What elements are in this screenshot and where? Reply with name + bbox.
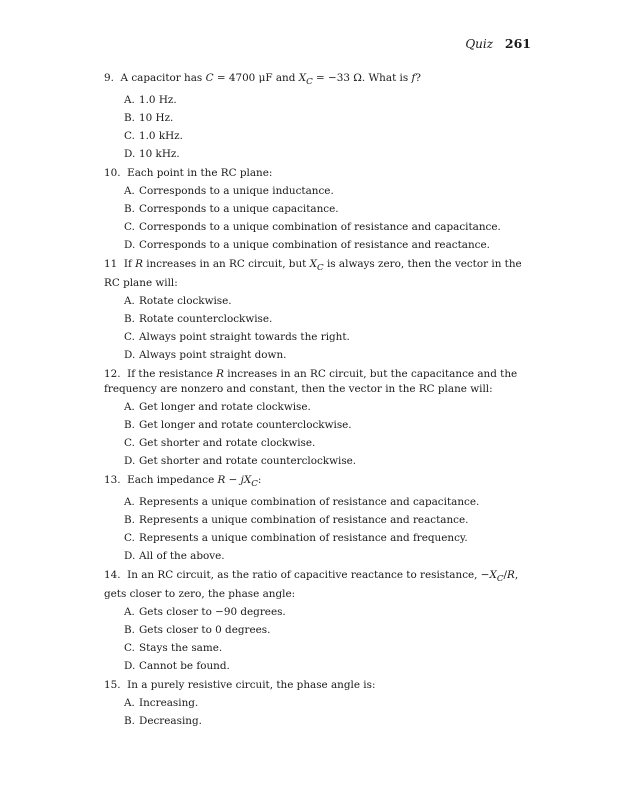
option-letter: B. [124,624,135,637]
answer-option [124,129,534,144]
running-head-title: Quiz [465,37,494,51]
option-letter: A. [124,697,135,710]
question-text: = −33 Ω. What is [312,72,412,84]
option-text: 1.0 kHz. [139,130,183,143]
option-text: Represents a unique combination of resistance and reactance. [139,514,469,527]
answer-option [124,495,534,510]
answer-option [124,549,534,564]
option-letter: B. [124,514,135,527]
question-stem [104,166,534,181]
answer-options [104,294,534,363]
question [104,678,534,729]
question-text: increases in an RC circuit, but [142,258,310,271]
answer-option [124,659,534,674]
answer-option [124,454,534,469]
option-letter: A. [124,496,135,509]
option-letter: D. [124,239,136,252]
option-letter: D. [124,349,136,362]
answer-option [124,696,534,711]
question-number: 11 [104,258,118,271]
math-variable: R [507,569,515,582]
question-stem [104,473,534,492]
question-text: , gets closer to zero, the phase angle: [104,569,519,601]
option-letter: A. [124,295,135,308]
option-text: Cannot be found. [139,660,230,673]
option-text: Get longer and rotate counterclockwise. [139,419,352,432]
option-text: Corresponds to a unique inductance. [139,185,334,198]
option-letter: C. [124,532,135,545]
question-text: is always zero, then the vector in the RC plane will: [104,258,522,290]
math-variable: R [216,368,224,381]
answer-option [124,111,534,126]
question-text: ? [415,72,421,84]
option-text: Get shorter and rotate counterclockwise. [139,455,357,468]
answer-option [124,531,534,546]
question-text: increases in an RC circuit, but the capacitance and the frequency are nonzero and constant, then the vector in the RC plane will: [104,368,518,396]
option-letter: A. [124,401,135,414]
option-letter: B. [124,313,135,326]
option-text: 1.0 Hz. [139,94,177,107]
option-text: Rotate clockwise. [139,295,232,308]
question-stem [104,678,534,693]
math-variable: X [298,72,307,84]
question [104,568,534,674]
option-text: Corresponds to a unique combination of resistance and capacitance. [139,221,501,234]
question-text: / [503,569,508,582]
option-letter: D. [124,148,136,161]
question [104,166,534,253]
question-number: 12. [104,368,121,381]
math-subscript: C [306,77,313,88]
option-text: Rotate counterclockwise. [139,313,273,326]
answer-option [124,93,534,108]
question-stem [104,568,534,602]
option-letter: C. [124,130,135,143]
option-text: Get longer and rotate clockwise. [139,401,311,414]
option-text: Always point straight down. [139,349,287,362]
option-text: Get shorter and rotate clockwise. [139,437,316,450]
option-letter: B. [124,715,135,728]
option-text: Represents a unique combination of resistance and frequency. [139,532,468,545]
question-text: A capacitor has [120,72,206,84]
option-letter: A. [124,185,135,198]
answer-option [124,418,534,433]
option-text: Corresponds to a unique combination of resistance and reactance. [139,239,490,252]
page-number: 261 [504,36,531,51]
answer-option [124,436,534,451]
question-text: − [225,474,241,487]
question-text: Each impedance [127,474,218,487]
option-text: 10 kHz. [139,148,180,161]
question [104,367,534,469]
option-text: Increasing. [139,697,199,710]
math-variable: X [489,569,497,582]
question-number: 9. [104,72,114,84]
answer-option [124,348,534,363]
answer-option [124,294,534,309]
option-text: Decreasing. [139,715,202,728]
answer-option [124,714,534,729]
option-letter: A. [124,606,135,619]
option-letter: B. [124,112,135,125]
quiz-questions [104,71,534,729]
answer-option [124,330,534,345]
answer-option [124,202,534,217]
question-stem [104,367,534,397]
math-variable: jX [240,474,252,487]
math-variable: f [411,72,416,84]
math-subscript: C [317,263,324,274]
question-text: In an RC circuit, as the ratio of capacitive reactance to resistance, − [127,569,490,582]
question-number: 15. [104,679,121,692]
question-stem [104,71,534,90]
running-head [465,36,531,51]
answer-option [124,238,534,253]
question [104,257,534,363]
option-letter: D. [124,660,136,673]
answer-option [124,513,534,528]
answer-options [104,184,534,253]
answer-option [124,623,534,638]
question-text: If the resistance [127,368,217,381]
answer-options [104,93,534,162]
answer-option [124,220,534,235]
question-number: 14. [104,569,121,582]
math-subscript: C [251,479,258,490]
option-letter: B. [124,203,135,216]
question [104,473,534,564]
answer-option [124,184,534,199]
question-text: Each point in the RC plane: [127,167,273,180]
question [104,71,534,162]
answer-options [104,696,534,729]
answer-options [104,495,534,564]
question-text: = 4700 μF and [213,72,299,84]
option-letter: C. [124,437,135,450]
answer-option [124,400,534,415]
question-text: If [123,258,136,271]
answer-option [124,641,534,656]
option-text: 10 Hz. [139,112,174,125]
answer-option [124,147,534,162]
option-letter: B. [124,419,135,432]
option-text: Represents a unique combination of resistance and capacitance. [139,496,480,509]
answer-option [124,312,534,327]
answer-option [124,605,534,620]
math-subscript: C [496,574,504,585]
option-letter: C. [124,331,135,344]
math-variable: C [205,72,214,84]
option-letter: A. [124,94,135,107]
question-text: In a purely resistive circuit, the phase angle is: [127,679,376,692]
question-number: 10. [104,167,121,180]
answer-options [104,400,534,469]
option-letter: D. [124,455,136,468]
option-text: Corresponds to a unique capacitance. [139,203,339,216]
question-stem [104,257,534,291]
answer-options [104,605,534,674]
math-variable: X [309,258,318,271]
option-text: Gets closer to 0 degrees. [139,624,271,637]
question-text: : [257,474,262,487]
option-letter: C. [124,642,135,655]
math-variable: R [135,258,143,271]
option-letter: C. [124,221,135,234]
option-text: All of the above. [139,550,225,563]
question-number: 13. [104,474,121,487]
math-variable: R [217,474,226,487]
option-text: Gets closer to −90 degrees. [139,606,286,619]
option-text: Stays the same. [139,642,223,655]
option-text: Always point straight towards the right. [139,331,350,344]
option-letter: D. [124,550,136,563]
